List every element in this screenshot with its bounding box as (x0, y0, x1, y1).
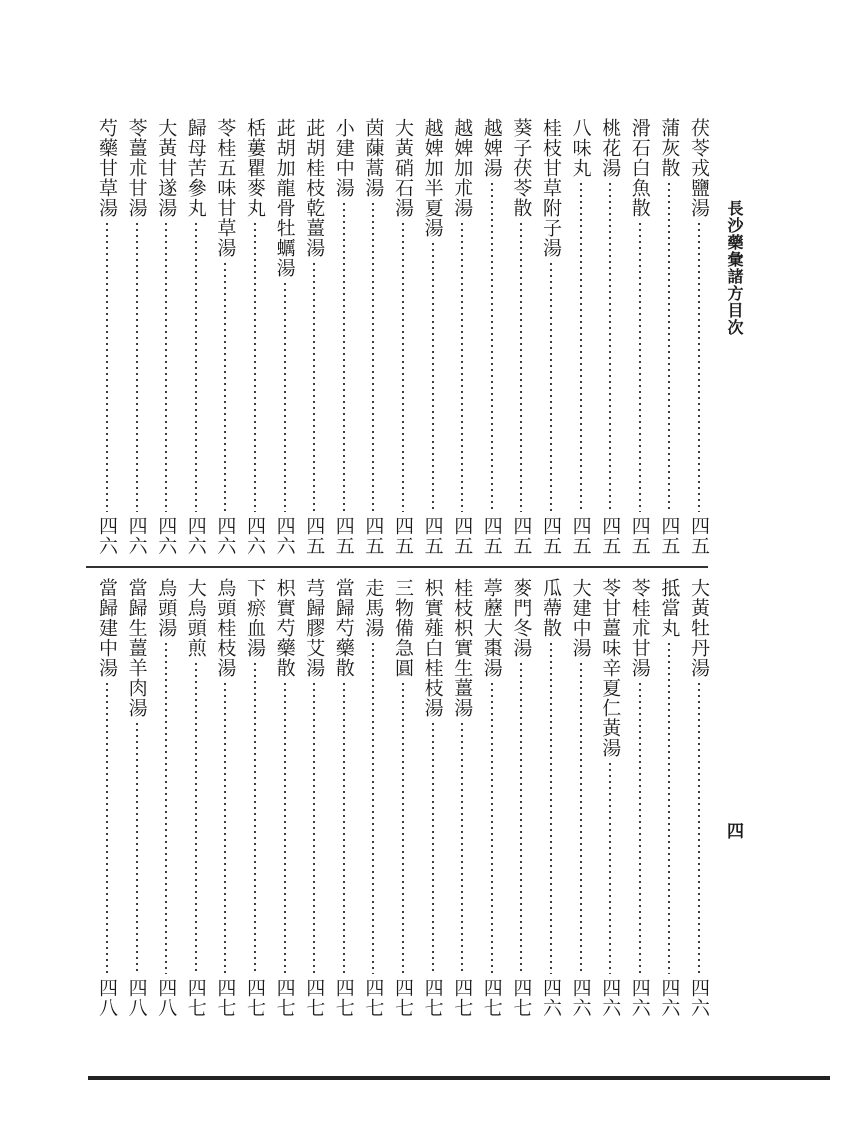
toc-entry (538, 578, 564, 1018)
toc-entry (420, 578, 446, 1018)
toc-entry (449, 118, 475, 556)
dot-leader (698, 221, 700, 512)
entry-title: 栝蔞瞿麥丸 (244, 118, 266, 218)
dot-leader (372, 641, 374, 974)
dot-leader (520, 661, 522, 974)
entry-title: 越婢加朮湯 (451, 118, 474, 218)
entry-title: 歸母苦參丸 (184, 118, 207, 218)
entry-page-number: 四六 (244, 516, 266, 556)
toc-entry (94, 578, 120, 1018)
entry-page-number: 四五 (332, 516, 355, 556)
dot-leader (580, 661, 582, 974)
dot-leader (432, 721, 434, 974)
toc-entry (331, 578, 357, 1018)
dot-leader (284, 281, 286, 512)
entry-page-number: 四八 (125, 978, 148, 1018)
dot-leader (343, 681, 345, 974)
toc-entry (656, 578, 682, 1018)
entry-title: 下瘀血湯 (244, 578, 266, 658)
toc-entry (183, 578, 209, 1018)
entry-title: 桃花湯 (599, 118, 622, 178)
entry-title: 烏頭桂枝湯 (214, 578, 237, 678)
toc-entry (124, 118, 150, 556)
entry-title: 當歸芍藥散 (332, 578, 355, 678)
entry-title: 走馬湯 (362, 578, 385, 638)
entry-page-number: 四七 (451, 978, 474, 1018)
entry-page-number: 四五 (480, 516, 503, 556)
dot-leader (224, 261, 226, 512)
entry-title: 枳實芍藥散 (273, 578, 296, 678)
entry-title: 蒲灰散 (658, 118, 681, 178)
toc-entry (597, 578, 623, 1018)
entry-title: 滑石白魚散 (628, 118, 651, 218)
block-divider (86, 566, 708, 568)
entry-page-number: 四六 (155, 516, 178, 556)
dot-leader (343, 201, 345, 512)
toc-entry (94, 118, 120, 556)
entry-page-number: 四五 (569, 516, 592, 556)
dot-leader (550, 641, 552, 974)
toc-entry (301, 578, 327, 1018)
entry-title: 苓桂五味甘草湯 (214, 118, 237, 258)
dot-leader (254, 221, 256, 512)
toc-entry (390, 118, 416, 556)
toc-entry (568, 118, 594, 556)
toc-entry (686, 118, 712, 556)
entry-page-number: 四五 (392, 516, 414, 556)
dot-leader (402, 681, 404, 974)
dot-leader (580, 181, 582, 512)
dot-leader (313, 261, 315, 512)
entry-title: 茯苓戎鹽湯 (688, 118, 710, 218)
entry-title: 烏頭湯 (155, 578, 178, 638)
entry-page-number: 四七 (510, 978, 533, 1018)
running-head: 長沙藥彙諸方目次 (725, 200, 744, 336)
dot-leader (698, 681, 700, 974)
entry-title: 大黃甘遂湯 (155, 118, 178, 218)
toc-entry (627, 578, 653, 1018)
toc-entry (479, 118, 505, 556)
toc-entry (360, 578, 386, 1018)
entry-title: 苓桂朮甘湯 (628, 578, 651, 678)
entry-title: 枳實薤白桂枝湯 (421, 578, 444, 718)
toc-entry (538, 118, 564, 556)
toc-entry (568, 578, 594, 1018)
entry-page-number: 四六 (184, 516, 207, 556)
entry-page-number: 四五 (303, 516, 326, 556)
toc-entry (686, 578, 712, 1018)
dot-leader (639, 221, 641, 512)
entry-page-number: 四七 (332, 978, 355, 1018)
toc-entry (212, 118, 238, 556)
dot-leader (461, 721, 463, 974)
entry-title: 茈胡加龍骨牡蠣湯 (273, 118, 296, 278)
toc-entry (242, 578, 268, 1018)
dot-leader (550, 261, 552, 512)
dot-leader (372, 201, 374, 512)
entry-page-number: 四六 (599, 978, 622, 1018)
entry-title: 抵當丸 (658, 578, 681, 638)
entry-title: 茵蔯蒿湯 (362, 118, 385, 198)
entry-page-number: 四五 (451, 516, 474, 556)
entry-page-number: 四八 (155, 978, 178, 1018)
entry-page-number: 四七 (273, 978, 296, 1018)
entry-page-number: 四五 (599, 516, 622, 556)
entry-page-number: 四六 (628, 978, 651, 1018)
entry-page-number: 四七 (392, 978, 414, 1018)
toc-entry (331, 118, 357, 556)
entry-page-number: 四五 (510, 516, 533, 556)
toc-entry (508, 118, 534, 556)
dot-leader (461, 221, 463, 512)
entry-page-number: 四七 (214, 978, 237, 1018)
toc-entry (390, 578, 416, 1018)
entry-page-number: 四五 (540, 516, 562, 556)
dot-leader (609, 181, 611, 512)
entry-title: 越婢加半夏湯 (421, 118, 444, 238)
dot-leader (639, 681, 641, 974)
dot-leader (165, 641, 167, 974)
entry-title: 大建中湯 (569, 578, 592, 658)
entry-page-number: 四五 (658, 516, 681, 556)
entry-page-number: 四六 (214, 516, 237, 556)
entry-page-number: 四七 (362, 978, 385, 1018)
entry-title: 茈胡桂枝乾薑湯 (303, 118, 326, 258)
dot-leader (224, 681, 226, 974)
toc-entry (597, 118, 623, 556)
dot-leader (195, 661, 197, 974)
dot-leader (491, 681, 493, 974)
toc-entry (508, 578, 534, 1018)
entry-page-number: 四五 (688, 516, 710, 556)
dot-leader (520, 221, 522, 512)
entry-title: 大烏頭煎 (184, 578, 207, 658)
toc-entry (449, 578, 475, 1018)
entry-title: 桂枝枳實生薑湯 (451, 578, 474, 718)
entry-title: 葵子茯苓散 (510, 118, 533, 218)
entry-title: 苓甘薑味辛夏仁黃湯 (599, 578, 622, 758)
entry-page-number: 四六 (688, 978, 710, 1018)
entry-title: 苓薑朮甘湯 (125, 118, 148, 218)
page-number: 四 (723, 822, 743, 839)
entry-page-number: 四八 (96, 978, 118, 1018)
toc-entry (212, 578, 238, 1018)
dot-leader (402, 221, 404, 512)
entry-title: 當歸生薑羊肉湯 (125, 578, 148, 718)
toc-entry (153, 118, 179, 556)
entry-page-number: 四五 (628, 516, 651, 556)
toc-entry (420, 118, 446, 556)
dot-leader (609, 761, 611, 974)
entry-page-number: 四六 (569, 978, 592, 1018)
dot-leader (195, 221, 197, 512)
entry-page-number: 四五 (421, 516, 444, 556)
toc-entry (153, 578, 179, 1018)
entry-title: 芍藥甘草湯 (96, 118, 118, 218)
entry-page-number: 四七 (480, 978, 503, 1018)
entry-title: 小建中湯 (332, 118, 355, 198)
toc-entry (272, 578, 298, 1018)
dot-leader (313, 681, 315, 974)
entry-page-number: 四七 (244, 978, 266, 1018)
entry-page-number: 四六 (96, 516, 118, 556)
dot-leader (106, 221, 108, 512)
entry-title: 桂枝甘草附子湯 (540, 118, 562, 258)
toc-entry (301, 118, 327, 556)
entry-page-number: 四六 (273, 516, 296, 556)
entry-page-number: 四六 (658, 978, 681, 1018)
toc-entry (183, 118, 209, 556)
entry-page-number: 四七 (303, 978, 326, 1018)
entry-title: 當歸建中湯 (96, 578, 118, 678)
bottom-rule (88, 1076, 830, 1080)
dot-leader (136, 721, 138, 974)
entry-title: 芎歸膠艾湯 (303, 578, 326, 678)
entry-title: 瓜蔕散 (540, 578, 562, 638)
dot-leader (136, 221, 138, 512)
entry-title: 越婢湯 (480, 118, 503, 178)
dot-leader (284, 681, 286, 974)
entry-title: 三物備急圓 (392, 578, 414, 678)
toc-entry (360, 118, 386, 556)
dot-leader (106, 681, 108, 974)
toc-entry (124, 578, 150, 1018)
dot-leader (432, 241, 434, 512)
entry-page-number: 四六 (540, 978, 562, 1018)
entry-page-number: 四五 (362, 516, 385, 556)
toc-entry (656, 118, 682, 556)
toc-entry (242, 118, 268, 556)
toc-entry (479, 578, 505, 1018)
dot-leader (668, 641, 670, 974)
dot-leader (165, 221, 167, 512)
toc-entry (272, 118, 298, 556)
dot-leader (491, 181, 493, 512)
entry-title: 麥門冬湯 (510, 578, 533, 658)
dot-leader (668, 181, 670, 512)
toc-entry (627, 118, 653, 556)
entry-title: 八味丸 (569, 118, 592, 178)
entry-title: 大黃硝石湯 (392, 118, 414, 218)
entry-title: 大黃牡丹湯 (688, 578, 710, 678)
entry-title: 葶藶大棗湯 (480, 578, 503, 678)
entry-page-number: 四六 (125, 516, 148, 556)
entry-page-number: 四七 (421, 978, 444, 1018)
entry-page-number: 四七 (184, 978, 207, 1018)
dot-leader (254, 661, 256, 974)
